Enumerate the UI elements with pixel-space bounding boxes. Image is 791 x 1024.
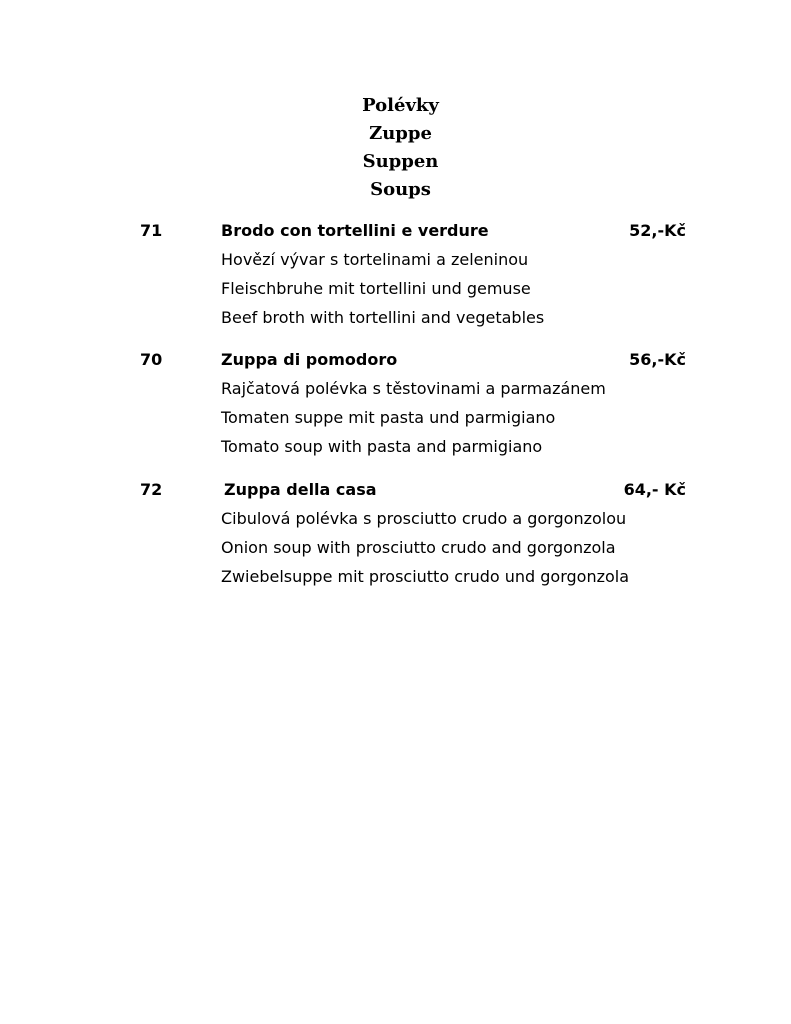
- item-price: 56,-Kč: [629, 350, 686, 369]
- menu-item-header: [0, 216, 791, 245]
- menu-item: [0, 345, 791, 461]
- item-name: Brodo con tortellini e verdure: [221, 221, 489, 240]
- heading-german: Suppen: [362, 151, 439, 172]
- item-description-english: Beef broth with tortellini and vegetables: [221, 308, 545, 327]
- item-number: 71: [140, 221, 163, 240]
- section-headings: [0, 92, 791, 204]
- heading-english: Soups: [370, 179, 431, 200]
- item-price: 52,-Kč: [629, 221, 686, 240]
- item-price: 64,- Kč: [623, 480, 686, 499]
- menu-item-header: [0, 475, 791, 504]
- item-number: 72: [140, 480, 163, 499]
- heading-italian: Zuppe: [369, 123, 432, 144]
- heading-czech: Polévky: [362, 95, 439, 116]
- item-description-english: Onion soup with prosciutto crudo and gorgonzola: [221, 538, 616, 557]
- item-name: Zuppa di pomodoro: [221, 350, 398, 369]
- menu-item: [0, 216, 791, 332]
- item-description-czech: Rajčatová polévka s těstovinami a parmazánem: [221, 379, 606, 398]
- menu-item: [0, 475, 791, 591]
- item-name: Zuppa della casa: [224, 480, 377, 499]
- item-description-czech: Cibulová polévka s prosciutto crudo a gorgonzolou: [221, 509, 627, 528]
- item-number: 70: [140, 350, 163, 369]
- item-description-czech: Hovězí vývar s tortelinami a zeleninou: [221, 250, 529, 269]
- item-description-german: Fleischbruhe mit tortellini und gemuse: [221, 279, 531, 298]
- item-description-german: Tomaten suppe mit pasta und parmigiano: [221, 408, 556, 427]
- item-description-german: Zwiebelsuppe mit prosciutto crudo und gorgonzola: [221, 567, 630, 586]
- menu-item-header: [0, 345, 791, 374]
- item-description-english: Tomato soup with pasta and parmigiano: [221, 437, 543, 456]
